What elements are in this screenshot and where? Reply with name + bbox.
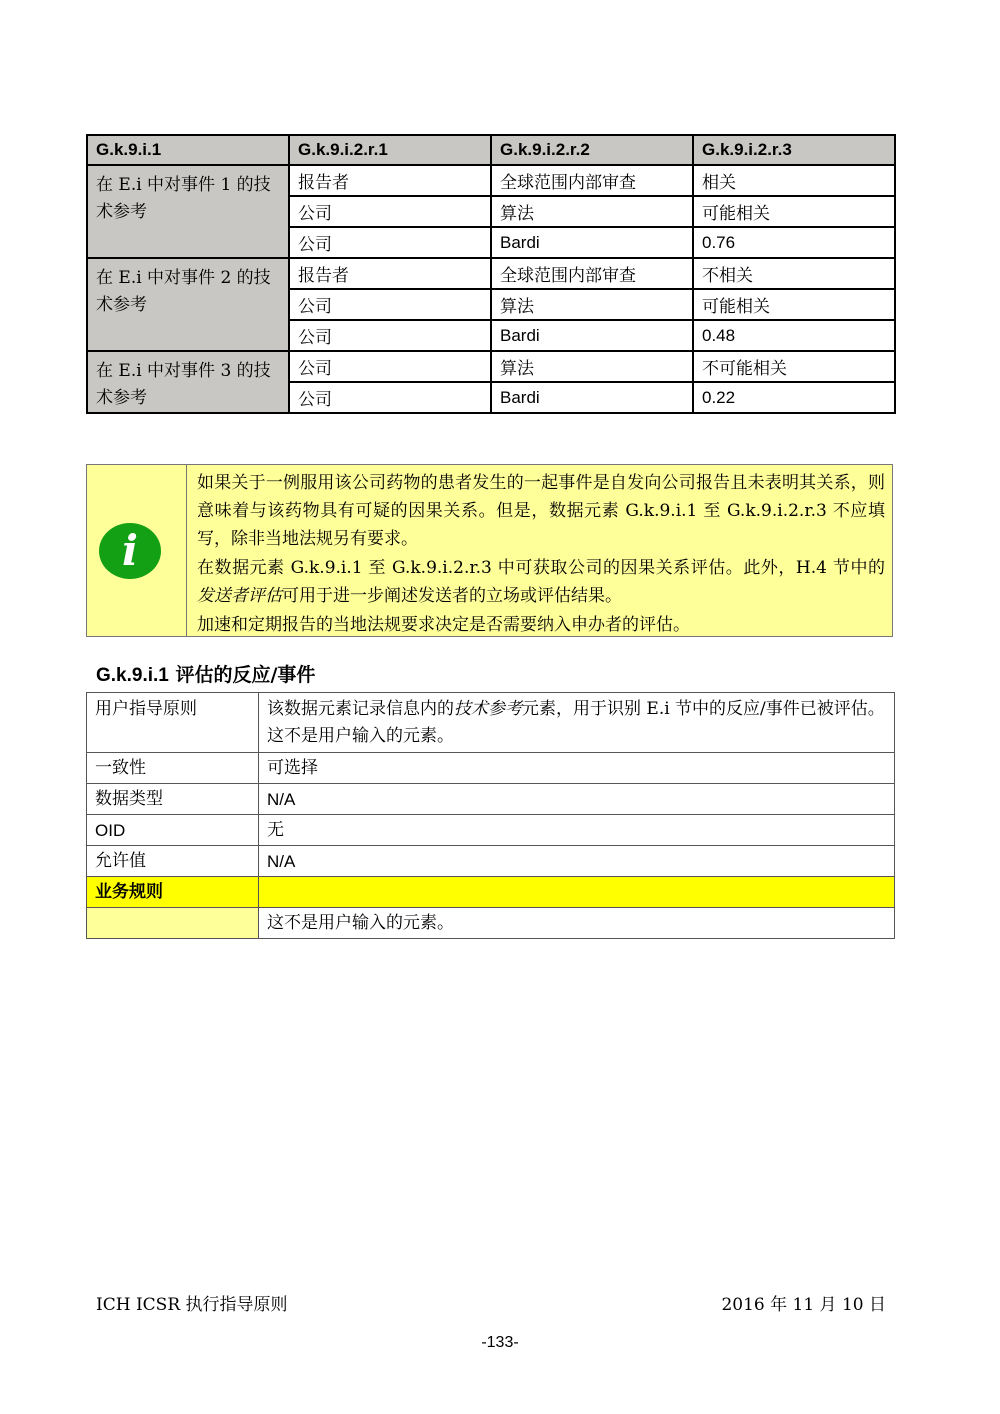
table-cell: 公司 xyxy=(289,227,491,258)
table-cell: 公司 xyxy=(289,196,491,227)
event-3-reference: 在 E.i 中对事件 3 的技术参考 xyxy=(87,351,289,413)
allowed-values-label: 允许值 xyxy=(87,846,259,877)
event-2-reference: 在 E.i 中对事件 2 的技术参考 xyxy=(87,258,289,351)
table-cell: 可能相关 xyxy=(693,289,895,320)
table-row xyxy=(87,846,895,877)
table-cell: 相关 xyxy=(693,165,895,196)
info-note xyxy=(86,464,893,637)
business-rules-detail: 这不是用户输入的元素。 xyxy=(259,908,895,939)
header-g-k-9-i-2-r-1: G.k.9.i.2.r.1 xyxy=(289,135,491,165)
footer-document-title: ICH ICSR 执行指导原则 xyxy=(96,1295,288,1315)
table-cell: 0.76 xyxy=(693,227,895,258)
header-g-k-9-i-1: G.k.9.i.1 xyxy=(87,135,289,165)
note-paragraph-1: 如果关于一例服用该公司药物的患者发生的一起事件是自发向公司报告且未表明其关系，则意味着与该药物具有可疑的因果关系。但是，数据元素 G.k.9.i.1 至 G.k.9.i.2.r.3 不应填写，除非当地法规另有要求。 xyxy=(197,473,885,549)
table-row xyxy=(87,165,895,196)
conformance-value: 可选择 xyxy=(259,753,895,784)
event-1-reference: 在 E.i 中对事件 1 的技术参考 xyxy=(87,165,289,258)
footer-date: 2016 年 11 月 10 日 xyxy=(721,1295,886,1315)
table-cell: 全球范围内部审查 xyxy=(491,165,693,196)
business-rules-empty-cell xyxy=(87,908,259,939)
table-row xyxy=(87,815,895,846)
spec-table xyxy=(86,692,895,939)
note-text-span: 在数据元素 G.k.9.i.1 至 G.k.9.i.2.r.3 中可获取公司的因果关系评估。此外，H.4 节中的 xyxy=(197,558,885,578)
table-cell: 0.48 xyxy=(693,320,895,351)
note-text xyxy=(197,469,885,640)
technical-reference-term: 技术参考 xyxy=(454,699,522,719)
note-icon-cell xyxy=(87,465,187,636)
table-cell: Bardi xyxy=(491,382,693,413)
table-cell: 全球范围内部审查 xyxy=(491,258,693,289)
sender-assessment-term: 发送者评估 xyxy=(197,586,282,606)
table-cell: 报告者 xyxy=(289,258,491,289)
section-code: G.k.9.i.1 xyxy=(96,665,169,686)
business-rules-header-value xyxy=(259,877,895,908)
table-row xyxy=(87,351,895,382)
table-cell: 算法 xyxy=(491,289,693,320)
table-cell: 公司 xyxy=(289,382,491,413)
guideline-value xyxy=(259,693,895,753)
assessment-table xyxy=(86,134,896,414)
table-row xyxy=(87,784,895,815)
oid-label: OID xyxy=(87,815,259,846)
note-text-span: 可用于进一步阐述发送者的立场或评估结果。 xyxy=(282,586,622,606)
guideline-text: 元素，用于识别 E.i 节中的反应/事件已被评估。这不是用户输入的元素。 xyxy=(267,699,885,746)
table-cell: Bardi xyxy=(491,227,693,258)
conformance-label: 一致性 xyxy=(87,753,259,784)
guideline-label: 用户指导原则 xyxy=(87,693,259,753)
table-row xyxy=(87,908,895,939)
datatype-value: N/A xyxy=(259,784,895,815)
business-rules-label: 业务规则 xyxy=(87,877,259,908)
info-icon: i xyxy=(99,523,161,579)
assessment-header-row xyxy=(87,135,895,165)
table-row xyxy=(87,693,895,753)
table-cell: 报告者 xyxy=(289,165,491,196)
table-cell: 不相关 xyxy=(693,258,895,289)
table-row xyxy=(87,258,895,289)
section-title xyxy=(96,660,315,687)
header-g-k-9-i-2-r-2: G.k.9.i.2.r.2 xyxy=(491,135,693,165)
table-cell: 0.22 xyxy=(693,382,895,413)
section-title-text: 评估的反应/事件 xyxy=(168,664,316,686)
table-cell: 算法 xyxy=(491,196,693,227)
guideline-text: 该数据元素记录信息内的 xyxy=(267,699,454,719)
note-paragraph-3: 加速和定期报告的当地法规要求决定是否需要纳入申办者的评估。 xyxy=(197,615,690,635)
table-cell: 公司 xyxy=(289,289,491,320)
table-cell: 公司 xyxy=(289,320,491,351)
table-cell: 可能相关 xyxy=(693,196,895,227)
datatype-label: 数据类型 xyxy=(87,784,259,815)
note-paragraph-2 xyxy=(197,554,885,610)
table-cell: 不可能相关 xyxy=(693,351,895,382)
oid-value: 无 xyxy=(259,815,895,846)
business-rules-row xyxy=(87,877,895,908)
table-row xyxy=(87,753,895,784)
allowed-values-value: N/A xyxy=(259,846,895,877)
table-cell: 算法 xyxy=(491,351,693,382)
table-cell: Bardi xyxy=(491,320,693,351)
page-number: -133- xyxy=(481,1334,519,1351)
header-g-k-9-i-2-r-3: G.k.9.i.2.r.3 xyxy=(693,135,895,165)
table-cell: 公司 xyxy=(289,351,491,382)
